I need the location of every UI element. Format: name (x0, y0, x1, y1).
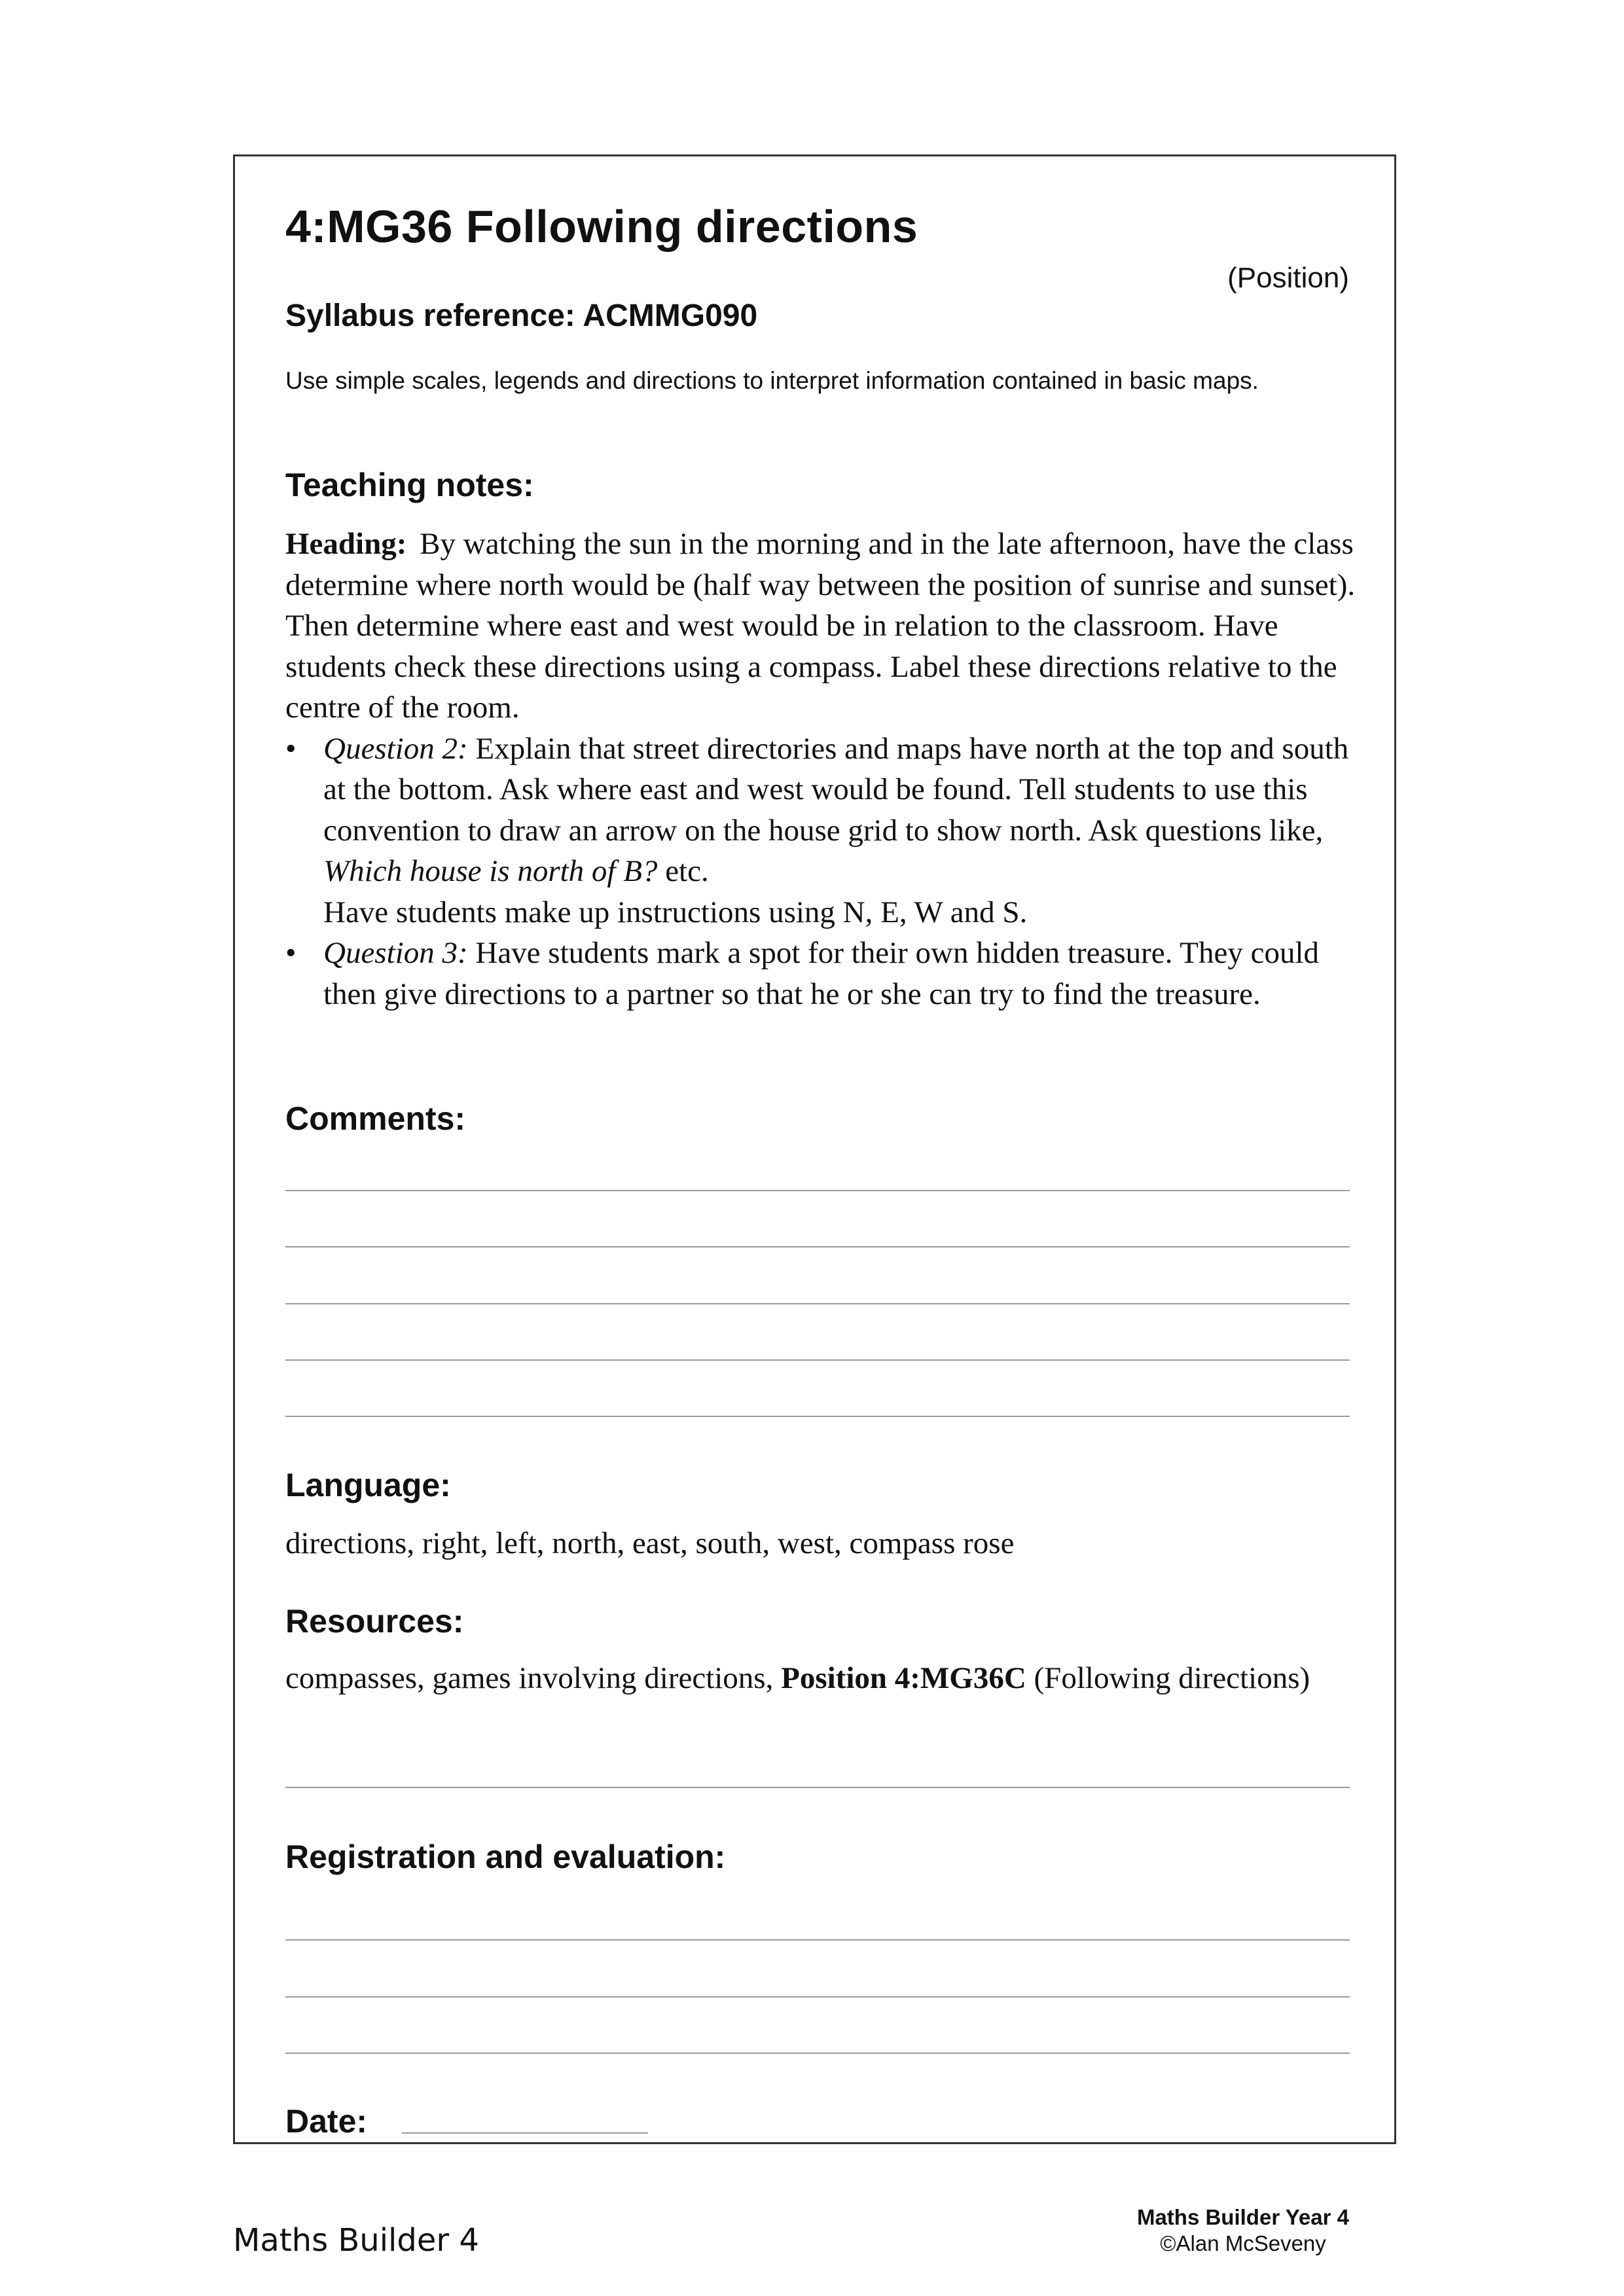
q2-label: Question 2: (323, 731, 468, 766)
strand-label: (Position) (1227, 262, 1349, 294)
bullet: • (285, 731, 297, 766)
language-heading: Language: (285, 1467, 451, 1503)
footer-credit (1137, 2204, 1349, 2257)
q2-extra: Have students make up instructions using N, E, W and S. (323, 895, 1028, 929)
bullet: • (285, 936, 297, 970)
resources-text-2: (Following directions) (1034, 1661, 1310, 1695)
registration-line (285, 2053, 1350, 2054)
resources-link: Position 4:MG36C (781, 1661, 1026, 1695)
footer-series-title: Maths Builder Year 4 (1136, 2205, 1349, 2229)
page-title: 4:MG36 Following directions (285, 201, 918, 252)
q2-text-1: Explain that street directories and maps have north at the top and south at the bottom. Ask where east and west would be found. Tell students to use this convention to draw an arrow on the house grid to show north. Ask questions like, (323, 731, 1349, 848)
teaching-notes-heading: Teaching notes: (285, 467, 534, 503)
teaching-notes-body (285, 524, 1359, 1014)
q3-label: Question 3: (323, 936, 468, 970)
date-line (402, 2132, 648, 2134)
comment-line (285, 1190, 1350, 1191)
registration-line (285, 1939, 1350, 1941)
language-text: directions, right, left, north, east, south, west, compass rose (285, 1526, 1015, 1560)
intro-label: Heading: (285, 527, 407, 561)
list-item-question-2 (285, 728, 1359, 933)
footer-book-title: Maths Builder 4 (233, 2222, 479, 2259)
registration-heading: Registration and evaluation: (285, 1839, 726, 1875)
date-label: Date: (285, 2103, 368, 2140)
comment-line (285, 1303, 1350, 1304)
q3-text: Have students mark a spot for their own hidden treasure. They could then give directions to a partner so that he or she can try to find the treasure. (323, 936, 1320, 1011)
comment-line (285, 1246, 1350, 1247)
teaching-notes-intro (285, 524, 1359, 728)
resources-text (285, 1658, 1326, 1699)
syllabus-heading: Syllabus reference: ACMMG090 (285, 298, 758, 333)
comment-line (285, 1416, 1350, 1417)
resources-heading: Resources: (285, 1603, 464, 1640)
intro-text: By watching the sun in the morning and in the late afternoon, have the class determine where north would be (half way between the position of sunrise and sunset). Then determine where east and west would be in relation to the classroom. Have students check these directions using a compass. Label these directions relative to the centre of the room. (285, 527, 1356, 725)
resources-text-1: compasses, games involving directions, (285, 1661, 774, 1695)
resources-divider (285, 1787, 1350, 1788)
syllabus-text: Use simple scales, legends and directions to interpret information contained in basic maps. (285, 367, 1259, 394)
q2-italic-example: Which house is north of B? (323, 854, 658, 888)
footer-copyright: ©Alan McSeveny (1160, 2231, 1326, 2255)
registration-line (285, 1996, 1350, 1998)
list-item-question-3 (285, 933, 1359, 1014)
comment-line (285, 1359, 1350, 1361)
q2-text-2: etc. (665, 854, 709, 888)
comments-heading: Comments: (285, 1100, 466, 1137)
question-notes-list (285, 728, 1359, 1015)
